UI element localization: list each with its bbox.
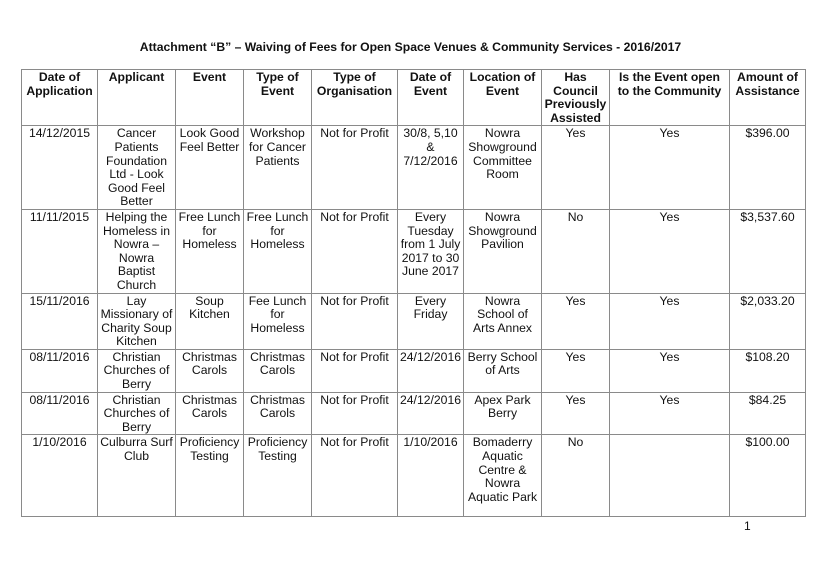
cell-applicant: Lay Missionary of Charity Soup Kitchen	[98, 293, 176, 349]
page-number: 1	[744, 519, 751, 533]
cell-type-of-event: Workshop for Cancer Patients	[244, 126, 312, 210]
cell-amount-of-assistance: $3,537.60	[730, 209, 806, 293]
header-row	[22, 70, 806, 126]
cell-location-of-event: Apex Park Berry	[464, 392, 542, 435]
header-date-of-application: Date of Application	[22, 70, 98, 126]
table-row	[22, 435, 806, 517]
cell-council-previously-assisted: Yes	[542, 392, 610, 435]
cell-amount-of-assistance: $396.00	[730, 126, 806, 210]
cell-open-to-community	[610, 435, 730, 517]
cell-applicant: Christian Churches of Berry	[98, 349, 176, 392]
cell-location-of-event: Berry School of Arts	[464, 349, 542, 392]
cell-date-of-event: 24/12/2016	[398, 349, 464, 392]
cell-event: Proficiency Testing	[176, 435, 244, 517]
cell-amount-of-assistance: $84.25	[730, 392, 806, 435]
cell-council-previously-assisted: Yes	[542, 126, 610, 210]
cell-date-of-application: 14/12/2015	[22, 126, 98, 210]
cell-type-of-organisation: Not for Profit	[312, 126, 398, 210]
header-open-to-community: Is the Event open to the Community	[610, 70, 730, 126]
cell-applicant: Culburra Surf Club	[98, 435, 176, 517]
cell-event: Free Lunch for Homeless	[176, 209, 244, 293]
header-type-of-organisation: Type of Organisation	[312, 70, 398, 126]
header-amount-of-assistance: Amount of Assistance	[730, 70, 806, 126]
header-type-of-event: Type of Event	[244, 70, 312, 126]
cell-amount-of-assistance: $2,033.20	[730, 293, 806, 349]
cell-type-of-organisation: Not for Profit	[312, 435, 398, 517]
cell-location-of-event: Nowra Showground Pavilion	[464, 209, 542, 293]
cell-council-previously-assisted: Yes	[542, 349, 610, 392]
cell-event: Christmas Carols	[176, 349, 244, 392]
cell-type-of-organisation: Not for Profit	[312, 293, 398, 349]
cell-date-of-event: Every Tuesday from 1 July 2017 to 30 June 2017	[398, 209, 464, 293]
cell-open-to-community: Yes	[610, 209, 730, 293]
cell-date-of-application: 15/11/2016	[22, 293, 98, 349]
header-council-previously-assisted: Has Council Previously Assisted	[542, 70, 610, 126]
cell-date-of-application: 08/11/2016	[22, 392, 98, 435]
cell-council-previously-assisted: No	[542, 435, 610, 517]
cell-type-of-event: Free Lunch for Homeless	[244, 209, 312, 293]
cell-open-to-community: Yes	[610, 126, 730, 210]
table-row	[22, 209, 806, 293]
header-applicant: Applicant	[98, 70, 176, 126]
cell-date-of-application: 08/11/2016	[22, 349, 98, 392]
cell-open-to-community: Yes	[610, 293, 730, 349]
table-row	[22, 392, 806, 435]
cell-amount-of-assistance: $100.00	[730, 435, 806, 517]
cell-date-of-event: 1/10/2016	[398, 435, 464, 517]
cell-type-of-event: Proficiency Testing	[244, 435, 312, 517]
cell-date-of-event: 24/12/2016	[398, 392, 464, 435]
cell-date-of-event: 30/8, 5,10 & 7/12/2016	[398, 126, 464, 210]
cell-date-of-event: Every Friday	[398, 293, 464, 349]
cell-applicant: Christian Churches of Berry	[98, 392, 176, 435]
cell-council-previously-assisted: Yes	[542, 293, 610, 349]
cell-council-previously-assisted: No	[542, 209, 610, 293]
cell-event: Christmas Carols	[176, 392, 244, 435]
header-date-of-event: Date of Event	[398, 70, 464, 126]
table-row	[22, 293, 806, 349]
cell-amount-of-assistance: $108.20	[730, 349, 806, 392]
cell-date-of-application: 11/11/2015	[22, 209, 98, 293]
document-title: Attachment “B” – Waiving of Fees for Open Space Venues & Community Services - 2016/2017	[139, 40, 682, 54]
cell-applicant: Helping the Homeless in Nowra – Nowra Baptist Church	[98, 209, 176, 293]
cell-location-of-event: Nowra School of Arts Annex	[464, 293, 542, 349]
cell-open-to-community: Yes	[610, 392, 730, 435]
cell-type-of-event: Christmas Carols	[244, 349, 312, 392]
table-row	[22, 349, 806, 392]
cell-type-of-event: Christmas Carols	[244, 392, 312, 435]
cell-open-to-community: Yes	[610, 349, 730, 392]
cell-type-of-organisation: Not for Profit	[312, 209, 398, 293]
cell-applicant: Cancer Patients Foundation Ltd - Look Good Feel Better	[98, 126, 176, 210]
fee-waiver-table	[21, 69, 806, 517]
cell-event: Look Good Feel Better	[176, 126, 244, 210]
header-location-of-event: Location of Event	[464, 70, 542, 126]
cell-location-of-event: Bomaderry Aquatic Centre & Nowra Aquatic Park	[464, 435, 542, 517]
cell-type-of-organisation: Not for Profit	[312, 349, 398, 392]
cell-type-of-event: Fee Lunch for Homeless	[244, 293, 312, 349]
cell-date-of-application: 1/10/2016	[22, 435, 98, 517]
header-event: Event	[176, 70, 244, 126]
cell-event: Soup Kitchen	[176, 293, 244, 349]
cell-location-of-event: Nowra Showground Committee Room	[464, 126, 542, 210]
table-row	[22, 126, 806, 210]
cell-type-of-organisation: Not for Profit	[312, 392, 398, 435]
